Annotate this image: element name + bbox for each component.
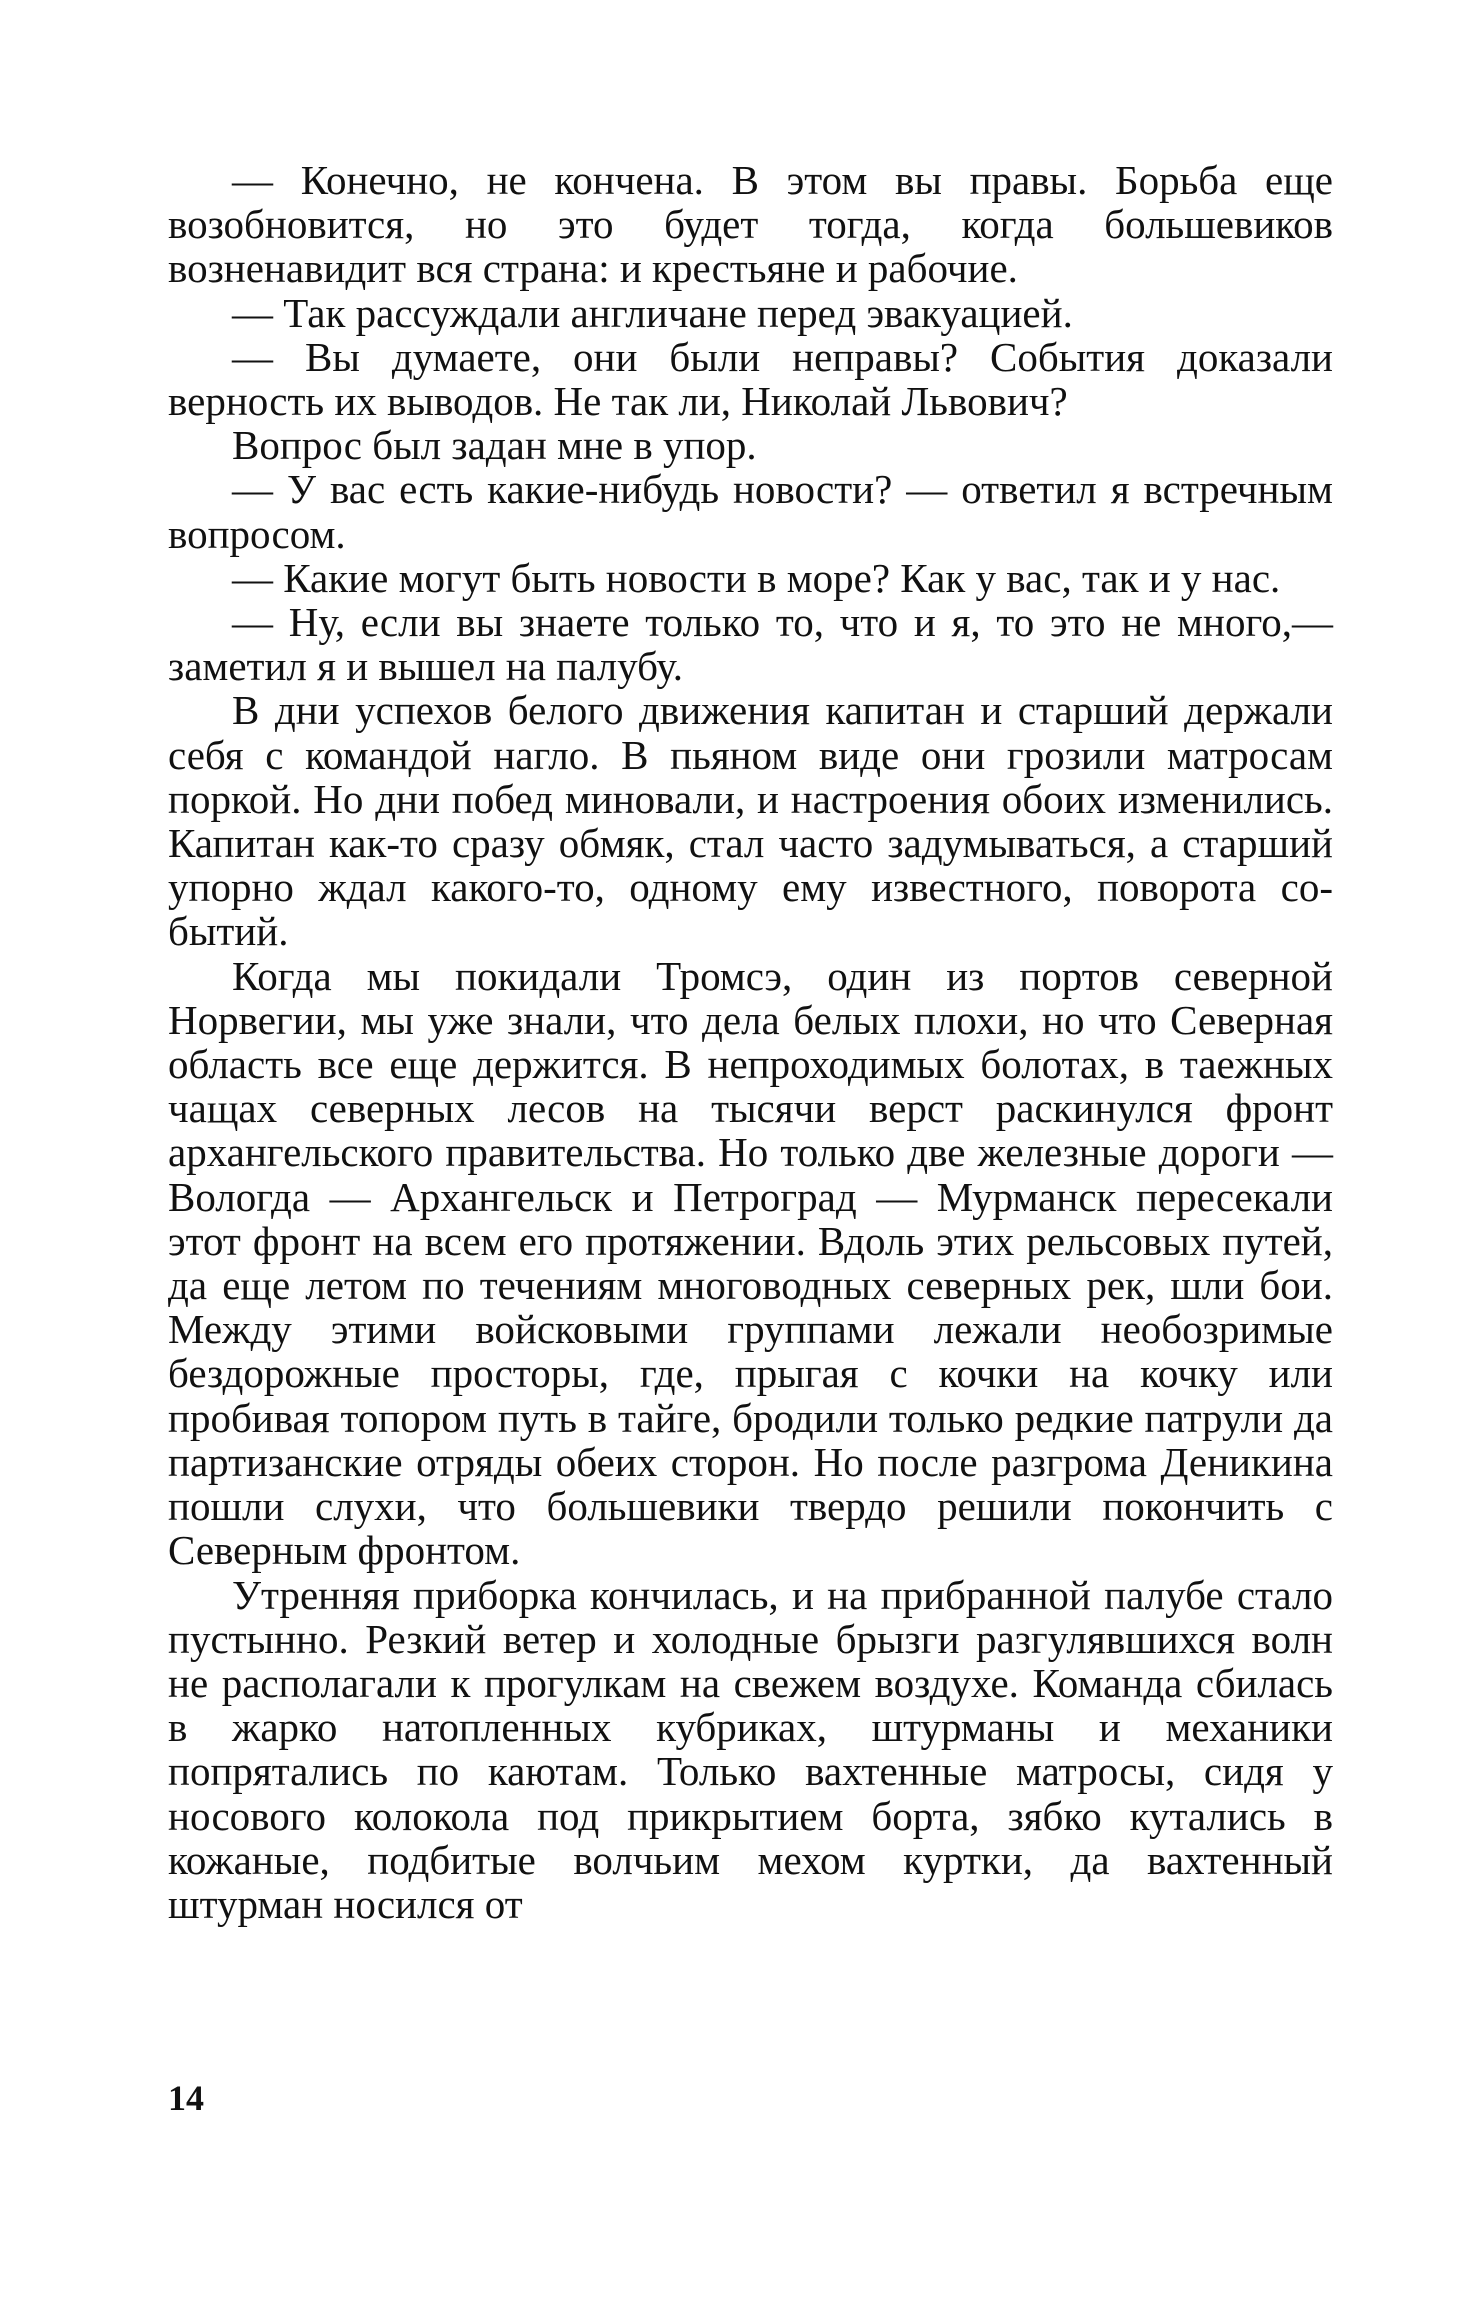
book-page [168, 158, 1333, 2218]
paragraph-3: — Вы думаете, они были неправы? События доказали верность их выводов. Не так ли, Николай Львович? [168, 333, 1333, 425]
paragraph-1: — Конечно, не кончена. В этом вы правы. Борьба еще возобновится, но это будет тогда, когда большевиков возненавидит вся страна: и крестьяне и рабочие. [168, 157, 1333, 292]
paragraph-5: — У вас есть какие-нибудь новости? — ответил я встречным вопросом. [168, 466, 1333, 557]
paragraph-9: Когда мы покидали Тромсэ, один из портов северной Норвегии, мы уже знали, что дела белых плохи, но что Северная область все еще держится. В непроходимых болотах, в таежных чащах северных лесов на тысячи верст раскинулся фронт архангельского правительства. Но только две железные дороги — Вологда — Архангельск и Петроград — Мурманск пересекали этот фронт на всем его протяжении. Вдоль этих рельсовых путей, да еще летом по течениям многоводных северных рек, шли бои. Между этими войсковыми группами лежали необозримые бездорожные просторы, где, прыгая с кочки на кочку или пробивая топором путь в тайге, бродили только редкие патрули да партизанские отряды обеих сторон. Но после разгрома Деникина пошли слухи, что большевики твердо решили покончить с Северным фронтом. [168, 952, 1333, 1574]
paragraph-6: — Какие могут быть новости в море? Как у вас, так и у нас. [232, 554, 1281, 601]
paragraph-7: — Ну, если вы знаете только то, что и я, то это не много,— заметил я и вышел на палубу. [168, 599, 1333, 690]
paragraph-10: Утренняя приборка кончилась, и на прибранной палубе стало пустынно. Резкий ветер и холодные брызги разгулявшихся волн не располагали к прогулкам на свежем воздухе. Команда сбилась в жарко натопленных кубриках, штурманы и механики попрятались по каютам. Только вахтенные матросы, сидя у носового колокола под прикрытием борта, зябко кутались в кожаные, подбитые волчьим мехом куртки, да вахтенный штурман носился от [168, 1571, 1333, 1927]
paragraph-4: Вопрос был задан мне в упор. [232, 422, 757, 469]
paragraph-2: — Так рассуждали англичане перед эвакуацией. [232, 289, 1073, 336]
page-number: 14 [168, 2078, 204, 2118]
paragraph-8: В дни успехов белого движения капитан и старший держали себя с командой нагло. В пьяном виде они грозили матросам поркой. Но дни побед миновали, и настроения обоих изменились. Капитан как-то сразу обмяк, стал часто задумываться, а старший упорно ждал какого-то, одному ему известного, поворота событий. [168, 687, 1333, 955]
